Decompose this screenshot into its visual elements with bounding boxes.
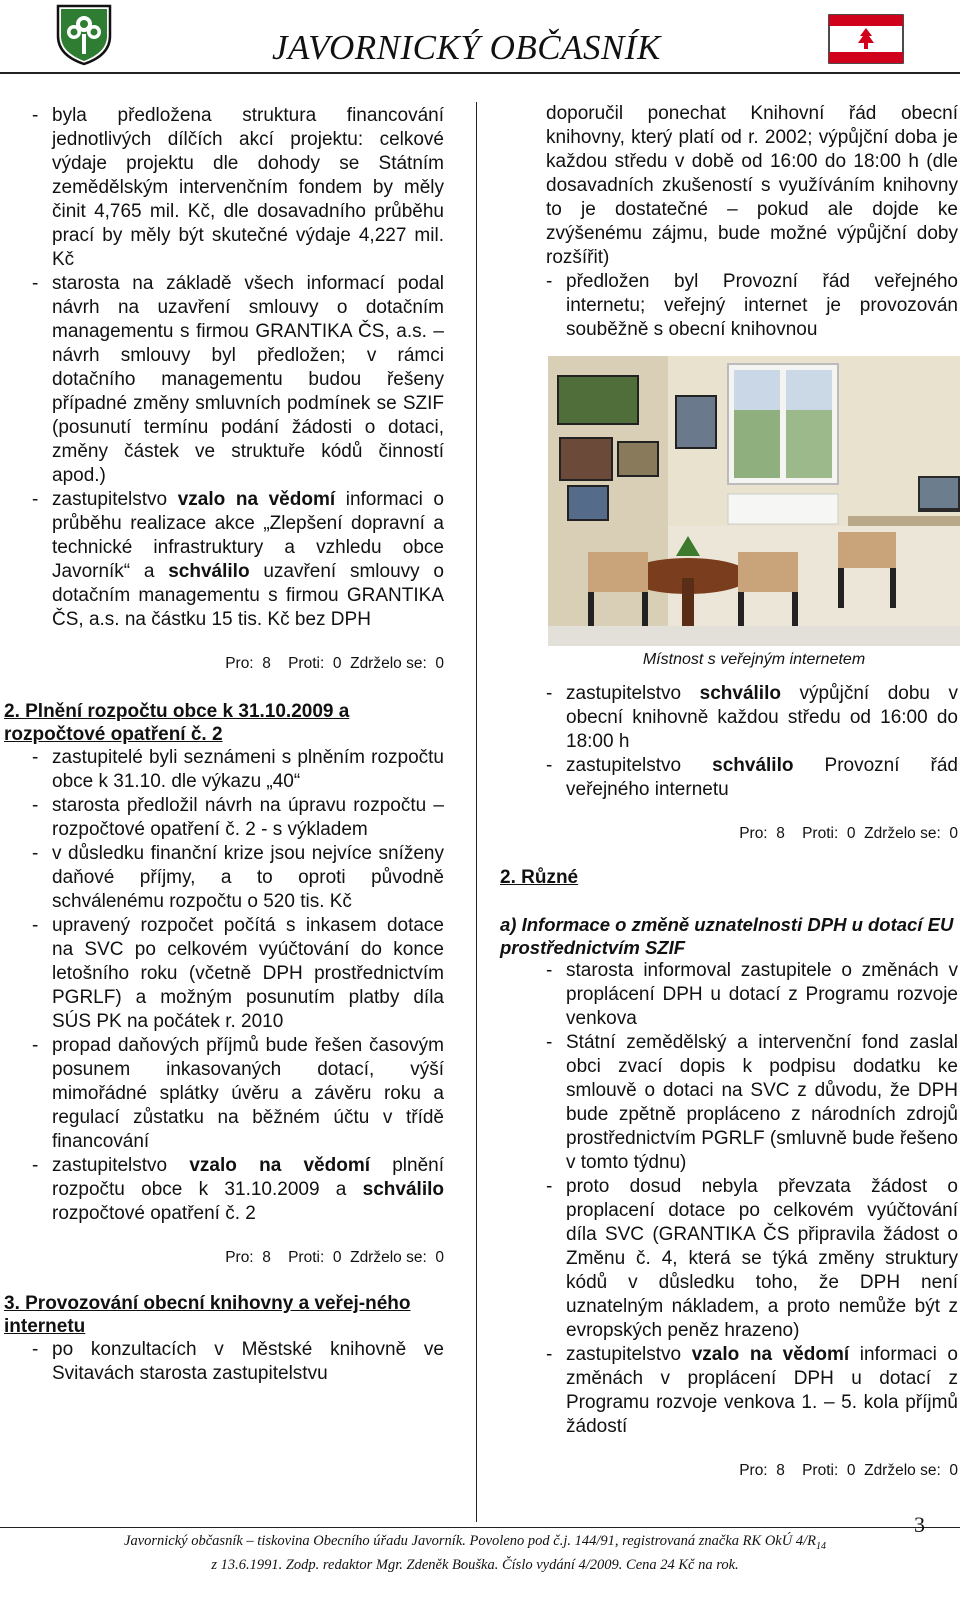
subsection-heading: a) Informace o změně uznatelnosti DPH u dotací EU prostřednictvím SZIF bbox=[500, 914, 954, 958]
imprint bbox=[70, 1532, 880, 1575]
list-item: - zastupitelstvo vzalo na vědomí informaci o změnách v proplácení DPH u dotací z Programu rozvoje venkova 1. – 5. kola příjmů žádostí bbox=[538, 1343, 958, 1439]
list-item: - Státní zemědělský a intervenční fond zaslal obci zvací dopis k podpisu dodatku ke smlouvě o dotaci na SVC z důvodu, že DPH bude zpětně propláceno z národních zdrojů prostřednictvím PGRLF (smluvně bude řešeno v tomto týdnu) bbox=[538, 1031, 958, 1175]
imprint-line-1: Javornický občasník – tiskovina Obecního úřadu Javorník. Povoleno pod č.j. 144/91, registrovaná značka RK OkÚ 4/R bbox=[124, 1533, 816, 1549]
list-item: - zastupitelstvo vzalo na vědomí plnění rozpočtu obce k 31.10.2009 a schválilo rozpočtové opatření č. 2 bbox=[24, 1154, 444, 1226]
masthead bbox=[0, 0, 960, 76]
list-item: - starosta na základě všech informací podal návrh na uzavření smlouvy o dotačním managementu s firmou GRANTIKA ČS, a.s. – návrh smlouvy byl předložen; v rámci dotačního managementu budou řešeny případné změny smluvních podmínek se SZIF (posunutí termínu podání žádosti o dotaci, změny částek ve struktuře kódů činností apod.) bbox=[24, 272, 444, 488]
imprint-subscript: 14 bbox=[815, 1540, 826, 1552]
left-column bbox=[4, 104, 444, 1386]
photo-caption: Místnost s veřejným internetem bbox=[642, 651, 866, 668]
section-heading: 2. Různé bbox=[500, 867, 579, 888]
list-item: - starosta informoval zastupitele o změnách v proplácení DPH u dotací z Programu rozvoje venkova bbox=[538, 959, 958, 1031]
page-number: 3 bbox=[914, 1512, 925, 1537]
municipal-flag-icon bbox=[828, 14, 904, 64]
list-item: - upravený rozpočet počítá s inkasem dotace na SVC po celkovém vyúčtování do konce letošního roku (včetně DPH prostřednictvím PGRLF) a možným posunutím platby díla SÚS PK na počátek r. 2010 bbox=[24, 914, 444, 1034]
coat-of-arms-icon bbox=[52, 2, 116, 66]
list-item: - po konzultacích v Městské knihovně ve Svitavách starosta zastupitelstvu bbox=[24, 1338, 444, 1386]
list-item: - starosta předložil návrh na úpravu rozpočtu – rozpočtové opatření č. 2 - s výkladem bbox=[24, 794, 444, 842]
column-divider bbox=[476, 102, 477, 1522]
list-item: - zastupitelstvo schválilo Provozní řád veřejného internetu bbox=[538, 754, 958, 802]
paragraph-continuation: doporučil ponechat Knihovní řád obecní knihovny, který platí od r. 2002; výpůjční doba je každou středu v době od 16:00 do 18:00 h (dle dosavadních zkušeností s využíváním knihovny to je dostatečné – pokud ale dojde ke zvýšenému zájmu, bude možné výpůjční doby rozšířit) bbox=[546, 103, 958, 268]
vote-result: Pro: 8 Proti: 0 Zdrželo se: 0 bbox=[225, 1249, 444, 1266]
library-room-photo bbox=[548, 356, 960, 646]
header-rule bbox=[0, 72, 960, 74]
vote-result: Pro: 8 Proti: 0 Zdrželo se: 0 bbox=[739, 825, 958, 842]
list-item: - propad daňových příjmů bude řešen časovým posunem inkasovaných dotací, výší mimořádné splátky úvěru a závěru roku a regulací zůstatku na běžném účtu v třídě financování bbox=[24, 1034, 444, 1154]
section-heading: 3. Provozování obecní knihovny a veřej-ného internetu bbox=[4, 1293, 411, 1337]
imprint-line-2: z 13.6.1991. Zodp. redaktor Mgr. Zdeněk Bouška. Číslo vydání 4/2009. Cena 24 Kč na rok. bbox=[211, 1556, 739, 1573]
list-item: - byla předložena struktura financování jednotlivých dílčích akcí projektu: celkové výdaje projektu dle dohody se Státním zemědělským intervenčním fondem by měly činit 4,765 mil. Kč, dle dosavadního průběhu prací by měly být skutečné výdaje 4,227 mil. Kč bbox=[24, 104, 444, 272]
right-column bbox=[500, 102, 958, 1481]
list-item: - proto dosud nebyla převzata žádost o proplacení dotace po celkovém vyúčtování díla SVC (GRANTIKA ČS připravila žádost o Změnu č. 4, která se týká změny struktury kódů v důsledku toho, že DPH není uznatelným nákladem, a proto nemůže být z evropských peněz hrazeno) bbox=[538, 1175, 958, 1343]
section-heading: 2. Plnění rozpočtu obce k 31.10.2009 a rozpočtové opatření č. 2 bbox=[4, 701, 350, 745]
footer-rule bbox=[0, 1527, 960, 1528]
newsletter-title: JAVORNICKÝ OBČASNÍK bbox=[272, 28, 661, 67]
vote-result: Pro: 8 Proti: 0 Zdrželo se: 0 bbox=[739, 1462, 958, 1479]
list-item: - zastupitelstvo vzalo na vědomí informaci o průběhu realizace akce „Zlepšení dopravní a technické infrastruktury a vzhledu obce Javorník“ a schválilo uzavření smlouvy o dotačním managementu s firmou GRANTIKA ČS, a.s. na částku 15 tis. Kč bez DPH bbox=[24, 488, 444, 632]
list-item: - v důsledku finanční krize jsou nejvíce sníženy daňové příjmy, a to oproti původně schválenému rozpočtu o 520 tis. Kč bbox=[24, 842, 444, 914]
list-item: - zastupitelstvo schválilo výpůjční dobu v obecní knihovně každou středu od 16:00 do 18:00 h bbox=[538, 682, 958, 754]
list-item: - zastupitelé byli seznámeni s plněním rozpočtu obce k 31.10. dle výkazu „40“ bbox=[24, 746, 444, 794]
vote-result: Pro: 8 Proti: 0 Zdrželo se: 0 bbox=[225, 655, 444, 672]
list-item: - předložen byl Provozní řád veřejného internetu; veřejný internet je provozován souběžně s obecní knihovnou bbox=[538, 270, 958, 342]
